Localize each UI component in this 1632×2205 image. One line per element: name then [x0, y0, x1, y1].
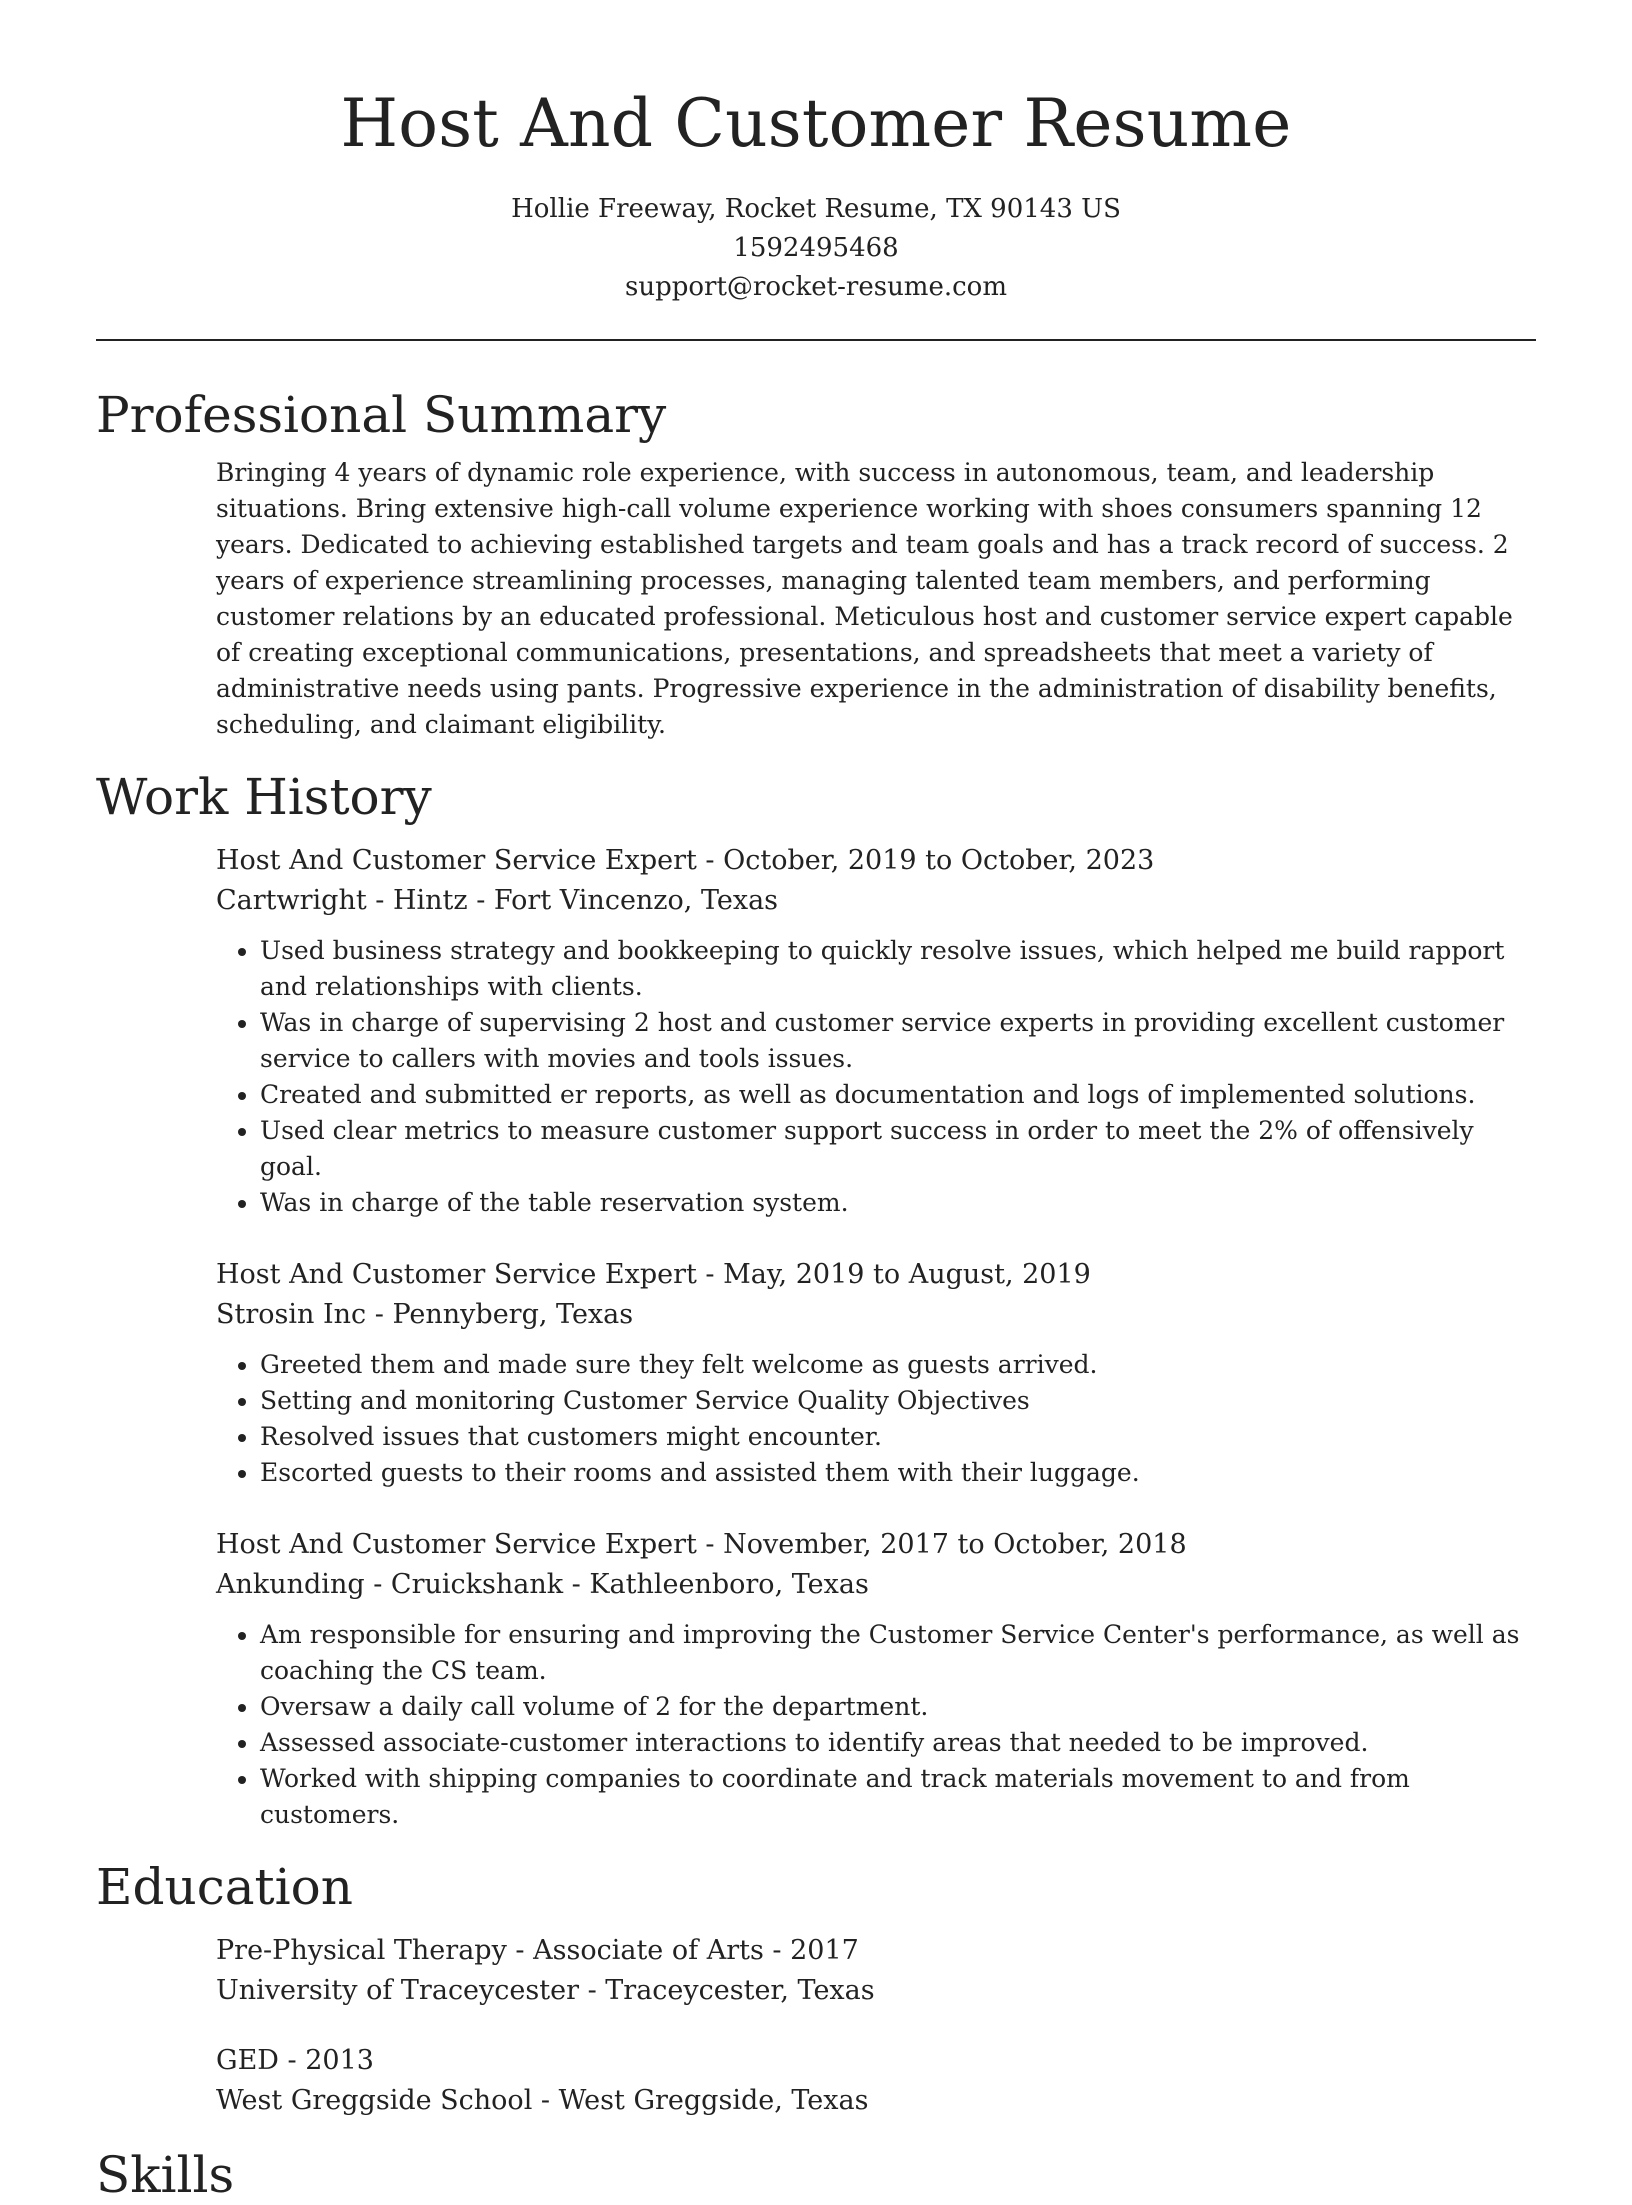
education-entry [216, 2041, 1536, 2121]
education-field: GED [216, 2044, 279, 2076]
resume-header [96, 0, 1536, 307]
job-bullet: • Was in charge of supervising 2 host and customer service experts in providing excellent customer service to callers with movies and tools issues. [260, 1005, 1536, 1077]
education-location: Traceycester, Texas [605, 1974, 875, 2006]
job-entry [216, 841, 1536, 1221]
separator: - [532, 2084, 559, 2116]
job-dates: October, 2019 to October, 2023 [723, 844, 1155, 876]
job-bullet: • Setting and monitoring Customer Service Quality Objectives [260, 1383, 1536, 1419]
job-entry [216, 1525, 1536, 1833]
work-history-heading: Work History [96, 767, 432, 826]
separator: - [506, 1934, 534, 1966]
job-entry [216, 1255, 1536, 1491]
summary-heading: Professional Summary [96, 385, 667, 444]
job-bullet: • Used clear metrics to measure customer support success in order to meet the 2% of offensively goal. [260, 1113, 1536, 1185]
education-heading: Education [96, 1857, 353, 1916]
job-bullet: • Assessed associate-customer interactions to identify areas that needed to be improved. [260, 1725, 1536, 1761]
education-degree-line [216, 1931, 1536, 1971]
job-bullet: • Resolved issues that customers might encounter. [260, 1419, 1536, 1455]
job-location: Kathleenboro, Texas [589, 1568, 869, 1600]
separator: - [763, 1934, 791, 1966]
job-bullet: • Created and submitted er reports, as well as documentation and logs of implemented solutions. [260, 1077, 1536, 1113]
education-school-line [216, 1971, 1536, 2011]
resume-title: Host And Customer Resume [340, 85, 1292, 162]
job-title-line [216, 1525, 1536, 1565]
job-bullet: • Escorted guests to their rooms and assisted them with their luggage. [260, 1455, 1536, 1491]
job-title: Host And Customer Service Expert [216, 844, 697, 876]
job-title-line [216, 841, 1536, 881]
education-year: 2017 [790, 1934, 859, 1966]
separator: - [467, 884, 494, 916]
separator: - [578, 1974, 606, 2006]
job-title-line [216, 1255, 1536, 1295]
separator: - [696, 1258, 724, 1290]
work-history-section [96, 767, 1536, 1833]
separator: - [696, 844, 724, 876]
separator: - [366, 1298, 393, 1330]
education-entry [216, 1931, 1536, 2011]
job-bullet: • Worked with shipping companies to coordinate and track materials movement to and from customers. [260, 1761, 1536, 1833]
contact-block [96, 190, 1536, 307]
job-bullet: • Oversaw a daily call volume of 2 for the department. [260, 1689, 1536, 1725]
job-bullet: • Used business strategy and bookkeeping to quickly resolve issues, which helped me build rapport and relationships with clients. [260, 933, 1536, 1005]
separator: - [278, 2044, 306, 2076]
job-bullet: • Was in charge of the table reservation system. [260, 1185, 1536, 1221]
education-location: West Greggside, Texas [558, 2084, 869, 2116]
contact-address: Hollie Freeway, Rocket Resume, TX 90143 US [511, 193, 1121, 224]
header-divider [96, 339, 1536, 341]
job-bullet: • Greeted them and made sure they felt welcome as guests arrived. [260, 1347, 1536, 1383]
education-year: 2013 [305, 2044, 374, 2076]
job-company: Cartwright - Hintz [216, 884, 468, 916]
job-company-line [216, 881, 1536, 921]
job-bullets [216, 1617, 1536, 1833]
education-degree-line [216, 2041, 1536, 2081]
job-bullets [216, 1347, 1536, 1491]
separator: - [563, 1568, 590, 1600]
job-bullet: • Am responsible for ensuring and improving the Customer Service Center's performance, as well as coaching the CS team. [260, 1617, 1536, 1689]
job-company-line [216, 1295, 1536, 1335]
contact-email: support@rocket-resume.com [624, 271, 1007, 302]
job-company: Ankunding - Cruickshank [216, 1568, 564, 1600]
education-school: University of Traceycester [216, 1974, 579, 2006]
education-degree: Associate of Arts [533, 1934, 764, 1966]
job-company: Strosin Inc [216, 1298, 367, 1330]
job-company-line [216, 1565, 1536, 1605]
job-bullets [216, 933, 1536, 1221]
skills-heading: Skills [96, 2145, 235, 2204]
education-field: Pre-Physical Therapy [216, 1934, 507, 1966]
job-dates: November, 2017 to October, 2018 [723, 1528, 1187, 1560]
education-school-line [216, 2081, 1536, 2121]
job-title: Host And Customer Service Expert [216, 1528, 697, 1560]
summary-text: Bringing 4 years of dynamic role experience, with success in autonomous, team, and leadership situations. Bring extensive high-call volume experience working with shoes consumers spanning 12 years. Dedicated to achieving established targets and team goals and has a track record of success. 2 years of experience streamlining processes, managing talented team members, and performing customer relations by an educated professional. Meticulous host and customer service expert capable of creating exceptional communications, presentations, and spreadsheets that meet a variety of administrative needs using pants. Progressive experience in the administration of disability benefits, scheduling, and claimant eligibility. [216, 457, 1513, 739]
separator: - [696, 1528, 724, 1560]
job-title: Host And Customer Service Expert [216, 1258, 697, 1290]
education-school: West Greggside School [216, 2084, 533, 2116]
contact-phone: 1592495468 [733, 232, 899, 263]
summary-section [96, 385, 1536, 743]
education-section [96, 1857, 1536, 2121]
job-dates: May, 2019 to August, 2019 [723, 1258, 1091, 1290]
job-location: Fort Vincenzo, Texas [493, 884, 779, 916]
job-location: Pennyberg, Texas [392, 1298, 634, 1330]
skills-section [96, 2145, 1536, 2205]
